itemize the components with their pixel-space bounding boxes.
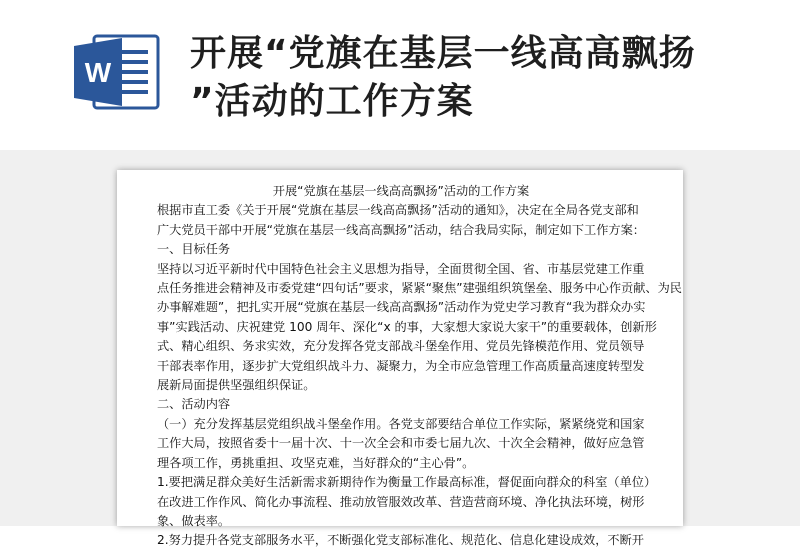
list-item-line: 象、做表率。 — [157, 513, 231, 528]
section1-line: 式、精心组织、务求实效，充分发挥各党支部战斗堡垒作用、党员先锋模范作用、党员领导 — [157, 339, 645, 354]
header-banner — [0, 0, 800, 150]
section1-line: 事”实践活动、庆祝建党 100 周年、深化“x 的事，大家想大家说大家干”的重要载体，创新形 — [157, 319, 657, 334]
subsection-line: 工作大局，按照省委十一届十次、十一次全会和市委七届九次、十次全会精神，做好应急管 — [157, 436, 645, 451]
list-item-line: 1.要把满足群众美好生活新需求新期待作为衡量工作最高标准，督促面向群众的科室（单位） — [157, 475, 657, 490]
page-title-line-1: 开展“党旗在基层一线高高飘扬 — [190, 33, 696, 74]
document-title: 开展“党旗在基层一线高高飘扬”活动的工作方案 — [272, 184, 530, 198]
list-item-line: 2.努力提升各党支部服务水平，不断强化党支部标准化、规范化、信息化建设成效，不断开 — [157, 533, 644, 548]
word-document-icon — [72, 34, 164, 110]
subsection-line: （一）充分发挥基层党组织战斗堡垒作用。各党支部要结合单位工作实际，紧紧绕党和国家 — [157, 416, 645, 431]
list-item-line: 在改进工作作风、简化办事流程、推动放管服效改革、营造营商环境、净化执法环境，树形 — [157, 494, 645, 509]
section1-line: 坚持以习近平新时代中国特色社会主义思想为指导，全面贯彻全国、省、市基层党建工作重 — [157, 261, 645, 276]
document-body — [157, 182, 682, 551]
intro-line: 根据市直工委《关于开展“党旗在基层一线高高飘扬”活动的通知》，决定在全局各党支部和 — [157, 203, 639, 218]
section1-line: 点任务推进会精神及市委党建“四句话”要求，紧紧“聚焦”建强组织筑堡垒、服务中心作贡献、为民 — [157, 281, 682, 296]
section-heading-content: 二、活动内容 — [157, 397, 231, 412]
intro-line: 广大党员干部中开展“党旗在基层一线高高飘扬”活动，结合我局实际，制定如下工作方案： — [157, 222, 645, 237]
section1-line: 干部表率作用，逐步扩大党组织战斗力、凝聚力，为全市应急管理工作高质量高速度转型发 — [157, 358, 645, 373]
section1-line: 办事解难题”，把扎实开展“党旗在基层一线高高飘扬”活动作为党史学习教育“我为群众办实 — [157, 300, 646, 315]
document-page — [117, 170, 683, 548]
word-icon-letter: W — [84, 57, 112, 88]
section-heading-goals: 一、目标任务 — [157, 242, 231, 257]
section1-line: 展新局面提供坚强组织保证。 — [157, 378, 316, 393]
page-title-line-2: ”活动的工作方案 — [190, 81, 474, 122]
page-title — [190, 30, 750, 126]
subsection-line: 理各项工作，勇挑重担、攻坚克难，当好群众的“主心骨”。 — [157, 455, 475, 470]
